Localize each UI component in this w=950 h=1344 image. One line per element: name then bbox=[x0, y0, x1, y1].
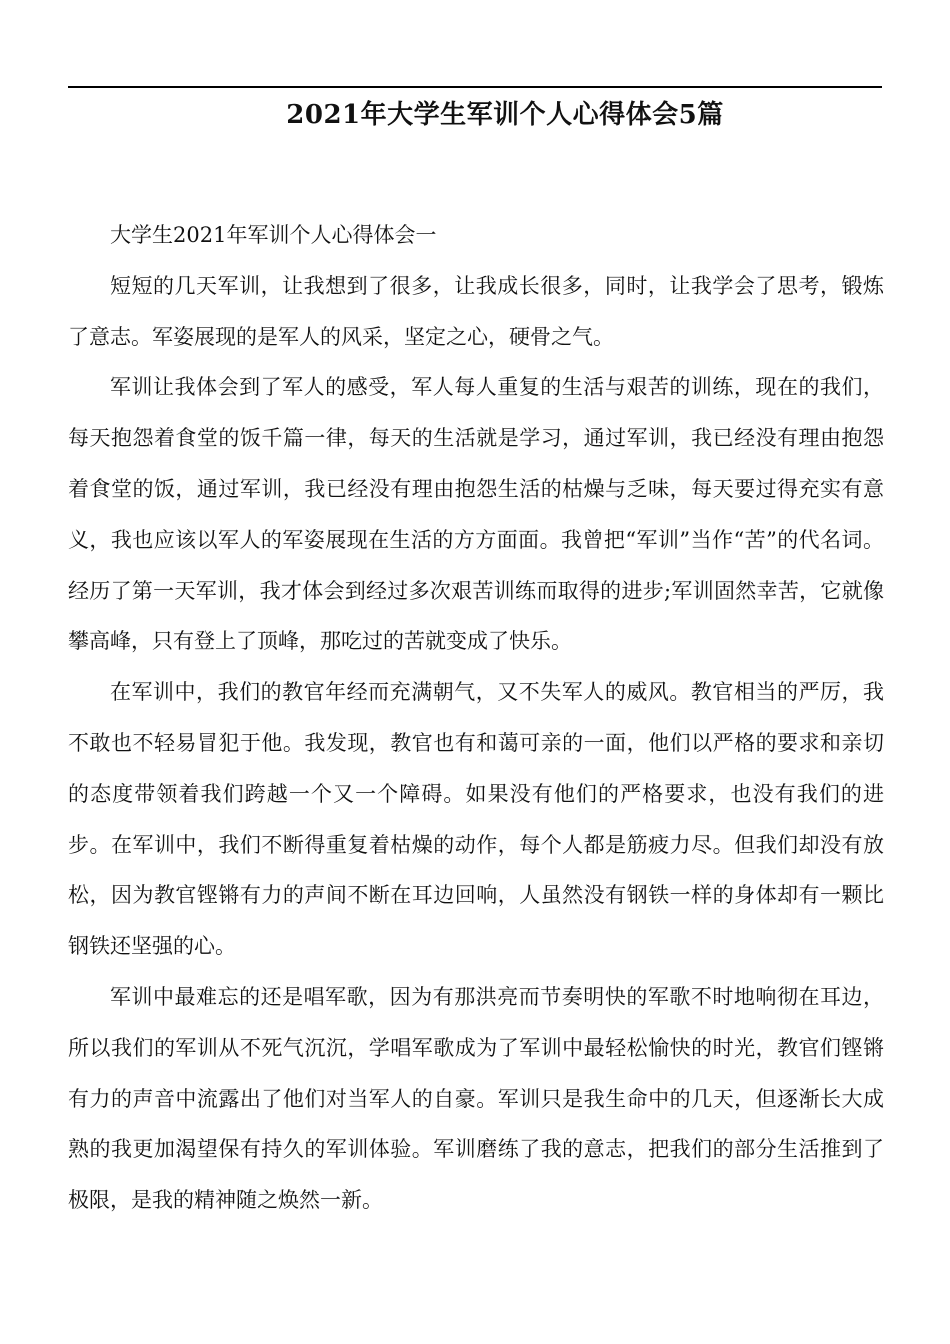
section-heading: 大学生2021年军训个人心得体会一 bbox=[110, 223, 437, 247]
header-divider-line bbox=[68, 86, 882, 88]
document-title: 2021年大学生军训个人心得体会5篇 bbox=[286, 100, 724, 130]
document-body bbox=[68, 210, 884, 1226]
body-paragraph: 军训让我体会到了军人的感受，军人每人重复的生活与艰苦的训练，现在的我们，每天抱怨着食堂的饭千篇一律，每天的生活就是学习，通过军训，我已经没有理由抱怨着食堂的饭，通过军训，我已经没有理由抱怨生活的枯燥与乏味，每天要过得充实有意义，我也应该以军人的军姿展现在生活的方方面面。我曾把“军训”当作“苦”的代名词。经历了第一天军训，我才体会到经过多次艰苦训练而取得的进步;军训固然幸苦，它就像攀高峰，只有登上了顶峰，那吃过的苦就变成了快乐。 bbox=[68, 375, 884, 654]
body-paragraph: 短短的几天军训，让我想到了很多，让我成长很多，同时，让我学会了思考，锻炼了意志。军姿展现的是军人的风采，坚定之心，硬骨之气。 bbox=[68, 273, 884, 349]
body-paragraph: 在军训中，我们的教官年经而充满朝气，又不失军人的威风。教官相当的严厉，我不敢也不轻易冒犯于他。我发现，教官也有和蔼可亲的一面，他们以严格的要求和亲切的态度带领着我们跨越一个又一个障碍。如果没有他们的严格要求，也没有我们的进步。在军训中，我们不断得重复着枯燥的动作，每个人都是筋疲力尽。但我们却没有放松，因为教官铿锵有力的声间不断在耳边回响，人虽然没有钢铁一样的身体却有一颗比钢铁还坚强的心。 bbox=[68, 680, 884, 959]
body-paragraph: 军训中最难忘的还是唱军歌，因为有那洪亮而节奏明快的军歌不时地响彻在耳边，所以我们的军训从不死气沉沉，学唱军歌成为了军训中最轻松愉快的时光，教官们铿锵有力的声音中流露出了他们对当军人的自豪。军训只是我生命中的几天，但逐渐长大成熟的我更加渴望保有持久的军训体验。军训磨练了我的意志，把我们的部分生活推到了极限，是我的精神随之焕然一新。 bbox=[68, 984, 884, 1213]
